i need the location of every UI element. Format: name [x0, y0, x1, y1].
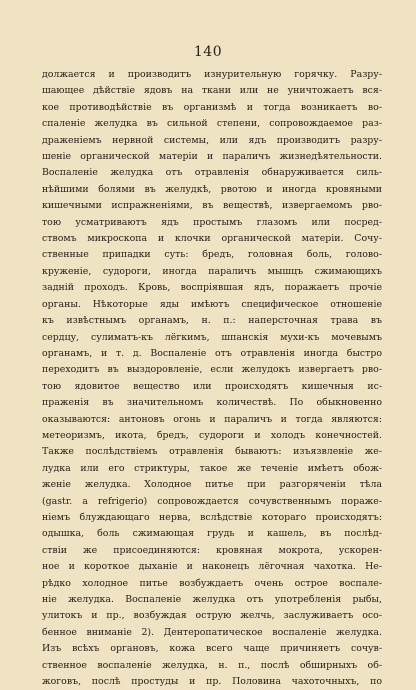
text-line: шеніе органической матеріи и параличъ жизнедѣятельности.: [42, 151, 382, 163]
text-line: нѣйшими болями въ желудкѣ, рвотою и иногда кровяными: [42, 183, 382, 195]
text-line: Также послѣдствіемъ отравленія бываютъ: изъязвленіе же-: [42, 446, 382, 458]
page-number: 140: [193, 44, 223, 60]
text-line: драженіемъ нервной системы, или ядъ производитъ разру-: [42, 134, 382, 146]
text-line: лудка или его стриктуры, такое же теченіе имѣетъ обож-: [42, 462, 382, 474]
text-line: шающее дѣйствіе ядовъ на ткани или не уничтожаетъ вся-: [42, 85, 382, 97]
text-line: рѣдко холодное питье возбуждаетъ очень острое воспале-: [42, 577, 382, 589]
text-line: (gastr. a refrigerio) сопровождается сочувственнымъ пораже-: [42, 495, 382, 507]
text-line: ное и короткое дыханіе и наконецъ лёгочная чахотка. Не-: [42, 561, 382, 573]
text-line: Изъ всѣхъ органовъ, кожа всего чаще причиняетъ сочув-: [42, 643, 382, 655]
text-line: органы. Нѣкоторые яды имѣютъ специфическое отношеніе: [42, 298, 382, 310]
text-line: кое противодѣйствіе въ организмѣ и тогда возникаетъ во-: [42, 101, 382, 113]
text-line: сердцу, сулиматъ-къ лёгкимъ, шпанскія мухи-къ мочевымъ: [42, 331, 382, 343]
text-line: должается и производитъ изнурительную горячку. Разру-: [42, 69, 382, 80]
text-line: метеоризмъ, икота, бредъ, судороги и холодъ конечностей.: [42, 429, 382, 441]
text-line: женіе желудка. Холодное питье при разгоряченіи тѣла: [42, 479, 382, 491]
text-line: ственные припадки суть: бредъ, головная боль, голово-: [42, 249, 382, 261]
text-line: ніе желудка. Воспаленіе желудка отъ употребленія рыбы,: [42, 594, 382, 605]
text-line: жоговъ, послѣ простуды и пр. Половина чахоточныхъ, по: [42, 676, 382, 688]
text-line: спаленіе желудка въ сильной степени, сопровождаемое раз-: [42, 118, 382, 130]
text-line: праженія въ значительномъ количествѣ. По обыкновенно: [42, 397, 382, 409]
text-line: ствіи же присоединяются: кровяная мокрота, ускорен-: [42, 544, 382, 556]
body-text: [42, 67, 382, 690]
text-line: ніемъ блуждающаго нерва, вслѣдствіе котораго происходятъ:: [42, 511, 382, 523]
text-line: задній проходъ. Кровь, воспріявшая ядъ, поражаетъ прочіе: [42, 282, 382, 294]
text-line: ствомъ микроскопа и клочки органической матеріи. Сочу-: [42, 233, 382, 245]
text-line: тою усматриваютъ ядъ простымъ глазомъ или посред-: [42, 216, 382, 228]
text-line: оказываются: антоновъ огонь и параличъ и тогда являются:: [42, 413, 382, 425]
text-line: бенное вниманіе 2). Дентеропатическое воспаленіе желудка.: [42, 626, 382, 638]
text-line: ственное воспаленіе желудка, н. п., послѣ обширныхъ об-: [42, 659, 382, 671]
text-line: улитокъ и пр., возбуждая острую желчь, заслуживаетъ осо-: [42, 610, 382, 622]
text-line: переходитъ въ выздоровленіе, если желудокъ извергаетъ рво-: [42, 364, 382, 376]
text-line: къ извѣстнымъ органамъ, н. п.: наперсточная трава въ: [42, 315, 382, 327]
text-line: кишечными испражненіями, въ веществѣ, извергаемомъ рво-: [42, 200, 382, 212]
text-line: одышка, боль сжимающая грудь и кашель, въ послѣд-: [42, 528, 382, 540]
text-line: круженіе, судороги, иногда параличъ мышцъ сжимающихъ: [42, 265, 382, 277]
text-line: тою ядовитое вещество или происходятъ кишечныя ис-: [42, 380, 382, 392]
text-line: органамъ, и т. д. Воспаленіе отъ отравленія иногда быстро: [42, 347, 382, 359]
text-line: Воспаленіе желудка отъ отравленія обнаруживается силь-: [42, 167, 382, 179]
